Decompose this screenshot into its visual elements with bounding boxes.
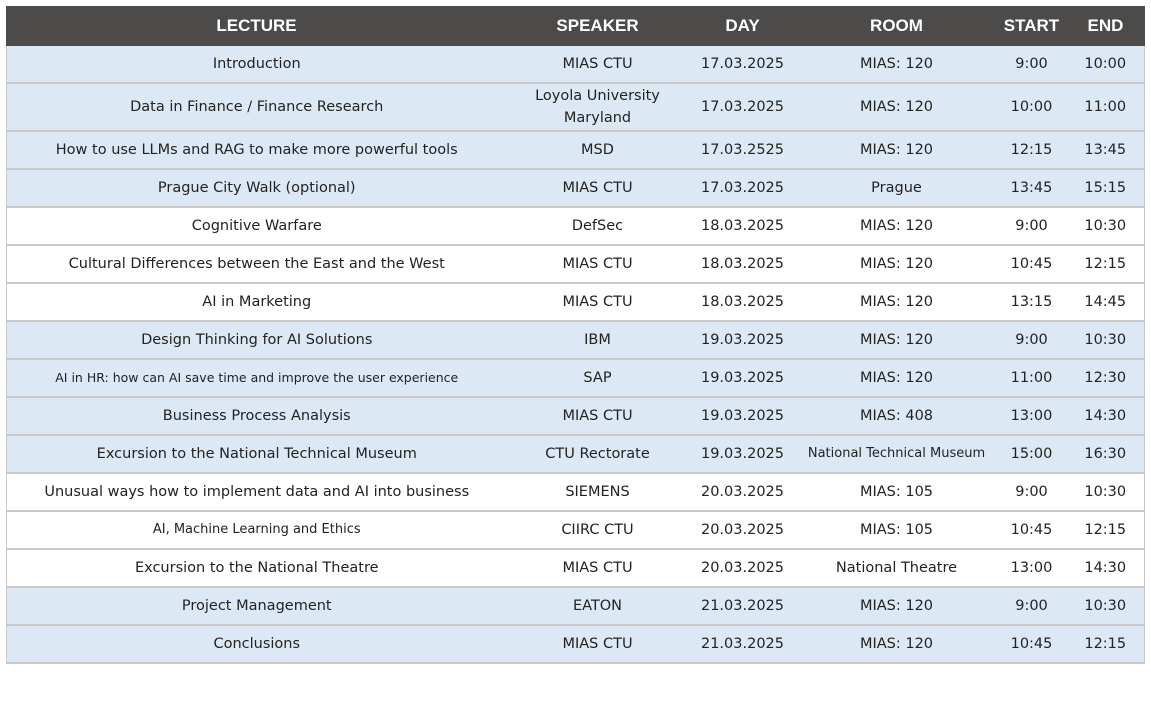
lecture-schedule-table	[6, 6, 1145, 664]
cell-speaker: MSD	[507, 131, 689, 169]
cell-end: 15:15	[1067, 169, 1145, 207]
cell-day: 19.03.2025	[689, 321, 797, 359]
cell-start: 13:00	[997, 549, 1067, 587]
cell-speaker: EATON	[507, 587, 689, 625]
cell-room: MIAS: 120	[797, 359, 997, 397]
table-row	[7, 283, 1145, 321]
cell-lecture: Introduction	[7, 46, 507, 84]
cell-room: MIAS: 120	[797, 283, 997, 321]
table-row	[7, 245, 1145, 283]
cell-end: 13:45	[1067, 131, 1145, 169]
cell-start: 13:15	[997, 283, 1067, 321]
cell-speaker: CTU Rectorate	[507, 435, 689, 473]
cell-lecture: Unusual ways how to implement data and AI into business	[7, 473, 507, 511]
table-row	[7, 169, 1145, 207]
cell-lecture: Business Process Analysis	[7, 397, 507, 435]
cell-end: 11:00	[1067, 83, 1145, 131]
cell-day: 21.03.2025	[689, 625, 797, 663]
cell-start: 9:00	[997, 473, 1067, 511]
cell-end: 12:15	[1067, 511, 1145, 549]
cell-speaker: MIAS CTU	[507, 46, 689, 84]
cell-start: 13:45	[997, 169, 1067, 207]
cell-day: 21.03.2025	[689, 587, 797, 625]
header-end: END	[1067, 7, 1145, 46]
table-row	[7, 46, 1145, 84]
cell-speaker: CIIRC CTU	[507, 511, 689, 549]
cell-room: MIAS: 120	[797, 46, 997, 84]
cell-start: 10:00	[997, 83, 1067, 131]
table-row	[7, 511, 1145, 549]
table-row	[7, 83, 1145, 131]
header-row	[7, 7, 1145, 46]
cell-day: 18.03.2025	[689, 283, 797, 321]
cell-day: 20.03.2025	[689, 473, 797, 511]
table-row	[7, 321, 1145, 359]
header-speaker: SPEAKER	[507, 7, 689, 46]
cell-end: 14:30	[1067, 549, 1145, 587]
cell-lecture: AI, Machine Learning and Ethics	[7, 511, 507, 549]
cell-lecture: Conclusions	[7, 625, 507, 663]
cell-lecture: Cultural Differences between the East and the West	[7, 245, 507, 283]
cell-room: National Theatre	[797, 549, 997, 587]
cell-room: MIAS: 120	[797, 207, 997, 245]
cell-speaker: MIAS CTU	[507, 169, 689, 207]
cell-lecture: Excursion to the National Theatre	[7, 549, 507, 587]
cell-end: 16:30	[1067, 435, 1145, 473]
cell-end: 12:30	[1067, 359, 1145, 397]
cell-end: 10:30	[1067, 207, 1145, 245]
cell-day: 20.03.2025	[689, 549, 797, 587]
table-row	[7, 131, 1145, 169]
cell-lecture: Data in Finance / Finance Research	[7, 83, 507, 131]
cell-room: MIAS: 120	[797, 245, 997, 283]
cell-speaker: MIAS CTU	[507, 245, 689, 283]
cell-day: 19.03.2025	[689, 435, 797, 473]
cell-day: 17.03.2525	[689, 131, 797, 169]
cell-speaker: SIEMENS	[507, 473, 689, 511]
cell-lecture: AI in Marketing	[7, 283, 507, 321]
cell-start: 12:15	[997, 131, 1067, 169]
cell-speaker: SAP	[507, 359, 689, 397]
cell-day: 17.03.2025	[689, 83, 797, 131]
cell-room: MIAS: 120	[797, 625, 997, 663]
cell-speaker: IBM	[507, 321, 689, 359]
cell-start: 10:45	[997, 625, 1067, 663]
header-day: DAY	[689, 7, 797, 46]
table-row	[7, 587, 1145, 625]
cell-room: MIAS: 120	[797, 83, 997, 131]
cell-speaker: MIAS CTU	[507, 625, 689, 663]
cell-start: 9:00	[997, 321, 1067, 359]
cell-lecture: Excursion to the National Technical Museum	[7, 435, 507, 473]
cell-speaker: MIAS CTU	[507, 549, 689, 587]
cell-day: 17.03.2025	[689, 46, 797, 84]
cell-end: 10:30	[1067, 473, 1145, 511]
table-row	[7, 473, 1145, 511]
table-row	[7, 435, 1145, 473]
cell-end: 10:30	[1067, 587, 1145, 625]
table-row	[7, 207, 1145, 245]
cell-day: 20.03.2025	[689, 511, 797, 549]
cell-day: 19.03.2025	[689, 397, 797, 435]
cell-day: 19.03.2025	[689, 359, 797, 397]
cell-room: Prague	[797, 169, 997, 207]
cell-speaker: DefSec	[507, 207, 689, 245]
cell-lecture: Prague City Walk (optional)	[7, 169, 507, 207]
cell-room: MIAS: 120	[797, 131, 997, 169]
cell-end: 14:30	[1067, 397, 1145, 435]
cell-end: 10:30	[1067, 321, 1145, 359]
cell-room: MIAS: 120	[797, 587, 997, 625]
cell-lecture: How to use LLMs and RAG to make more powerful tools	[7, 131, 507, 169]
cell-start: 10:45	[997, 511, 1067, 549]
cell-end: 12:15	[1067, 625, 1145, 663]
cell-start: 13:00	[997, 397, 1067, 435]
cell-day: 17.03.2025	[689, 169, 797, 207]
cell-lecture: Design Thinking for AI Solutions	[7, 321, 507, 359]
cell-start: 10:45	[997, 245, 1067, 283]
cell-end: 10:00	[1067, 46, 1145, 84]
cell-room: MIAS: 105	[797, 473, 997, 511]
table-row	[7, 359, 1145, 397]
table-row	[7, 549, 1145, 587]
cell-start: 9:00	[997, 207, 1067, 245]
cell-day: 18.03.2025	[689, 207, 797, 245]
cell-lecture: Project Management	[7, 587, 507, 625]
cell-room: National Technical Museum	[797, 435, 997, 473]
cell-end: 14:45	[1067, 283, 1145, 321]
cell-start: 9:00	[997, 587, 1067, 625]
header-room: ROOM	[797, 7, 997, 46]
cell-day: 18.03.2025	[689, 245, 797, 283]
cell-room: MIAS: 120	[797, 321, 997, 359]
table-row	[7, 397, 1145, 435]
header-lecture: LECTURE	[7, 7, 507, 46]
cell-speaker: MIAS CTU	[507, 397, 689, 435]
cell-room: MIAS: 408	[797, 397, 997, 435]
cell-room: MIAS: 105	[797, 511, 997, 549]
cell-speaker: MIAS CTU	[507, 283, 689, 321]
cell-end: 12:15	[1067, 245, 1145, 283]
cell-start: 11:00	[997, 359, 1067, 397]
cell-lecture: Cognitive Warfare	[7, 207, 507, 245]
cell-start: 15:00	[997, 435, 1067, 473]
schedule-container	[6, 6, 1144, 664]
cell-start: 9:00	[997, 46, 1067, 84]
table-row	[7, 625, 1145, 663]
header-start: START	[997, 7, 1067, 46]
cell-lecture: AI in HR: how can AI save time and improve the user experience	[7, 359, 507, 397]
cell-speaker: Loyola University Maryland	[507, 83, 689, 131]
